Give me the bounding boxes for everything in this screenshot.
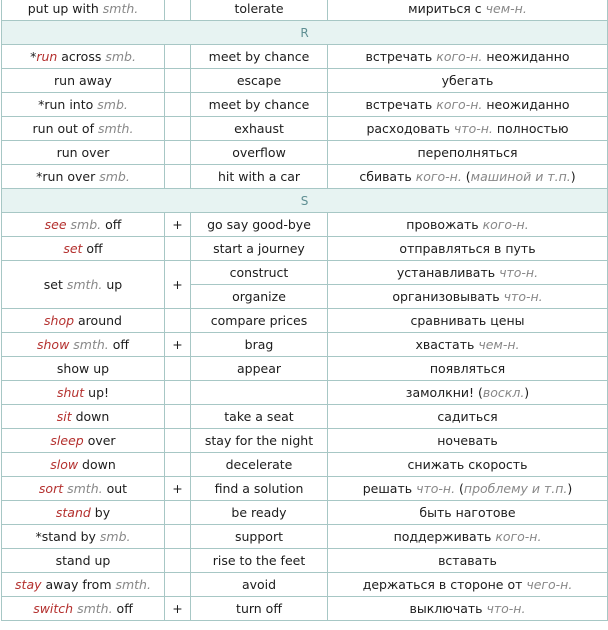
text-fragment: отправляться в путь bbox=[399, 241, 536, 256]
translation-cell bbox=[328, 357, 608, 381]
text-fragment: off bbox=[101, 217, 122, 232]
synonym-cell: meet by chance bbox=[191, 45, 328, 69]
text-fragment: set bbox=[43, 277, 67, 292]
separable-mark-cell: + bbox=[165, 213, 191, 237]
translation-cell bbox=[328, 597, 608, 621]
phrasal-verb-cell bbox=[2, 573, 165, 597]
text-fragment: садиться bbox=[437, 409, 498, 424]
synonym-cell: meet by chance bbox=[191, 93, 328, 117]
text-fragment: ночевать bbox=[437, 433, 498, 448]
object-placeholder: smth. bbox=[97, 121, 134, 136]
translation-cell bbox=[328, 285, 608, 309]
text-fragment: down bbox=[71, 409, 110, 424]
separable-mark-cell bbox=[165, 0, 191, 21]
separable-mark-cell bbox=[165, 117, 191, 141]
text-fragment: встречать bbox=[365, 49, 437, 64]
synonym-cell bbox=[191, 381, 328, 405]
phrasal-verb-cell bbox=[2, 597, 165, 621]
verb-highlight: shop bbox=[44, 313, 75, 328]
synonym-cell: stay for the night bbox=[191, 429, 328, 453]
text-fragment: появляться bbox=[429, 361, 506, 376]
text-fragment: расходовать bbox=[366, 121, 454, 136]
verb-highlight: slow bbox=[50, 457, 79, 472]
phrasal-verb-cell bbox=[2, 117, 165, 141]
synonym-cell: tolerate bbox=[191, 0, 328, 21]
object-placeholder: воскл. bbox=[482, 385, 525, 400]
phrasal-verb-cell bbox=[2, 141, 165, 165]
object-placeholder: машиной и т.п. bbox=[470, 169, 571, 184]
separable-mark-cell bbox=[165, 573, 191, 597]
translation-cell bbox=[328, 453, 608, 477]
separable-mark-cell bbox=[165, 429, 191, 453]
separable-mark-cell bbox=[165, 237, 191, 261]
object-placeholder: проблему и т.п. bbox=[463, 481, 568, 496]
table-row bbox=[2, 141, 608, 165]
synonym-cell: appear bbox=[191, 357, 328, 381]
translation-cell bbox=[328, 525, 608, 549]
object-placeholder: чем-н. bbox=[478, 337, 520, 352]
translation-cell bbox=[328, 573, 608, 597]
object-placeholder: smth. bbox=[73, 337, 109, 352]
text-fragment: over bbox=[83, 433, 116, 448]
text-fragment: устанавливать bbox=[396, 265, 500, 280]
text-fragment: встречать bbox=[365, 97, 437, 112]
table-row bbox=[2, 597, 608, 621]
text-fragment: off bbox=[112, 601, 133, 616]
separable-mark-cell bbox=[165, 405, 191, 429]
phrasal-verb-cell bbox=[2, 237, 165, 261]
phrasal-verb-cell bbox=[2, 333, 165, 357]
section-header-row bbox=[2, 189, 608, 213]
text-fragment: сбивать bbox=[359, 169, 416, 184]
section-letter: R bbox=[2, 21, 608, 45]
object-placeholder: чем-н. bbox=[485, 1, 527, 16]
synonym-cell: take a seat bbox=[191, 405, 328, 429]
synonym-cell: rise to the feet bbox=[191, 549, 328, 573]
synonym-cell: brag bbox=[191, 333, 328, 357]
synonym-cell: avoid bbox=[191, 573, 328, 597]
separable-mark-cell bbox=[165, 45, 191, 69]
text-fragment: неожиданно bbox=[482, 49, 570, 64]
text-fragment: run over bbox=[56, 145, 110, 160]
text-fragment: show up bbox=[56, 361, 110, 376]
table-row bbox=[2, 117, 608, 141]
text-fragment: up bbox=[102, 277, 123, 292]
phrasal-verb-cell bbox=[2, 453, 165, 477]
table-row bbox=[2, 429, 608, 453]
synonym-cell: go say good-bye bbox=[191, 213, 328, 237]
synonym-cell: organize bbox=[191, 285, 328, 309]
text-fragment: stand up bbox=[55, 553, 111, 568]
object-placeholder: smth. bbox=[115, 577, 151, 592]
synonym-cell: find a solution bbox=[191, 477, 328, 501]
object-placeholder: что-н. bbox=[499, 265, 539, 280]
verb-highlight: sit bbox=[56, 409, 72, 424]
text-fragment: away from bbox=[41, 577, 116, 592]
verb-highlight: see bbox=[44, 217, 67, 232]
phrasal-verb-cell bbox=[2, 0, 165, 21]
table-row bbox=[2, 573, 608, 597]
phrasal-verb-cell bbox=[2, 213, 165, 237]
text-fragment: *run into bbox=[38, 97, 98, 112]
text-fragment: by bbox=[90, 505, 111, 520]
table-row bbox=[2, 477, 608, 501]
synonym-cell: escape bbox=[191, 69, 328, 93]
object-placeholder: что-н. bbox=[503, 289, 543, 304]
text-fragment: run away bbox=[54, 73, 112, 88]
synonym-cell: construct bbox=[191, 261, 328, 285]
text-fragment: переполняться bbox=[417, 145, 518, 160]
object-placeholder: чего-н. bbox=[526, 577, 573, 592]
table-row bbox=[2, 333, 608, 357]
verb-highlight: sort bbox=[38, 481, 64, 496]
text-fragment: ) bbox=[524, 385, 530, 400]
phrasal-verb-cell bbox=[2, 357, 165, 381]
object-placeholder: smb. bbox=[99, 169, 130, 184]
phrasal-verb-cell bbox=[2, 261, 165, 309]
separable-mark-cell bbox=[165, 93, 191, 117]
separable-mark-cell bbox=[165, 165, 191, 189]
object-placeholder: кого-н. bbox=[436, 49, 483, 64]
separable-mark-cell bbox=[165, 69, 191, 93]
verb-highlight: set bbox=[63, 241, 83, 256]
text-fragment: across bbox=[57, 49, 106, 64]
table-row bbox=[2, 261, 608, 285]
table-row bbox=[2, 309, 608, 333]
verb-highlight: show bbox=[36, 337, 70, 352]
separable-mark-cell bbox=[165, 357, 191, 381]
translation-cell bbox=[328, 333, 608, 357]
table-row bbox=[2, 237, 608, 261]
text-fragment: *stand by bbox=[35, 529, 100, 544]
synonym-cell: turn off bbox=[191, 597, 328, 621]
object-placeholder: smb. bbox=[97, 97, 128, 112]
table-row bbox=[2, 501, 608, 525]
verb-highlight: sleep bbox=[50, 433, 84, 448]
text-fragment: хвастать bbox=[415, 337, 479, 352]
text-fragment: решать bbox=[362, 481, 417, 496]
table-body bbox=[2, 0, 608, 621]
table-row bbox=[2, 453, 608, 477]
synonym-cell: be ready bbox=[191, 501, 328, 525]
table-row bbox=[2, 45, 608, 69]
phrasal-verb-cell bbox=[2, 381, 165, 405]
object-placeholder: smth. bbox=[102, 1, 139, 16]
text-fragment: неожиданно bbox=[482, 97, 570, 112]
object-placeholder: smb. bbox=[99, 529, 131, 544]
table-row bbox=[2, 0, 608, 21]
phrasal-verb-cell bbox=[2, 501, 165, 525]
object-placeholder: кого-н. bbox=[415, 169, 462, 184]
table-row bbox=[2, 93, 608, 117]
object-placeholder: smth. bbox=[66, 277, 103, 292]
text-fragment: around bbox=[74, 313, 122, 328]
text-fragment: выключать bbox=[409, 601, 487, 616]
text-fragment: *run over bbox=[36, 169, 100, 184]
translation-cell bbox=[328, 117, 608, 141]
phrasal-verbs-table bbox=[1, 0, 608, 621]
phrasal-verb-cell bbox=[2, 477, 165, 501]
text-fragment: ( bbox=[455, 481, 464, 496]
separable-mark-cell: + bbox=[165, 477, 191, 501]
separable-mark-cell bbox=[165, 549, 191, 573]
text-fragment: убегать bbox=[441, 73, 494, 88]
separable-mark-cell bbox=[165, 453, 191, 477]
synonym-cell: decelerate bbox=[191, 453, 328, 477]
object-placeholder: что-н. bbox=[453, 121, 493, 136]
phrasal-verb-cell bbox=[2, 405, 165, 429]
verb-highlight: run bbox=[36, 49, 58, 64]
phrasal-verb-cell bbox=[2, 549, 165, 573]
separable-mark-cell bbox=[165, 501, 191, 525]
synonym-cell: hit with a car bbox=[191, 165, 328, 189]
object-placeholder: smth. bbox=[77, 601, 113, 616]
table-row bbox=[2, 525, 608, 549]
text-fragment: вставать bbox=[438, 553, 497, 568]
text-fragment: снижать скорость bbox=[407, 457, 528, 472]
object-placeholder: кого-н. bbox=[436, 97, 483, 112]
phrasal-verb-cell bbox=[2, 165, 165, 189]
verb-highlight: stay bbox=[15, 577, 42, 592]
text-fragment: * bbox=[30, 49, 37, 64]
phrasal-verb-cell bbox=[2, 429, 165, 453]
translation-cell bbox=[328, 501, 608, 525]
phrasal-verb-cell bbox=[2, 309, 165, 333]
text-fragment: down bbox=[78, 457, 116, 472]
separable-mark-cell: + bbox=[165, 261, 191, 309]
object-placeholder: что-н. bbox=[486, 601, 526, 616]
text-fragment: off bbox=[82, 241, 103, 256]
translation-cell bbox=[328, 141, 608, 165]
table-row bbox=[2, 165, 608, 189]
text-fragment: out bbox=[102, 481, 128, 496]
verb-highlight: switch bbox=[33, 601, 74, 616]
object-placeholder: smb. bbox=[105, 49, 136, 64]
translation-cell bbox=[328, 429, 608, 453]
text-fragment: полностью bbox=[492, 121, 569, 136]
object-placeholder: кого-н. bbox=[495, 529, 542, 544]
synonym-cell: overflow bbox=[191, 141, 328, 165]
verb-highlight: shut bbox=[56, 385, 85, 400]
text-fragment: run out of bbox=[32, 121, 98, 136]
text-fragment: put up with bbox=[27, 1, 103, 16]
text-fragment: ( bbox=[461, 169, 471, 184]
verb-highlight: stand bbox=[55, 505, 91, 520]
translation-cell bbox=[328, 261, 608, 285]
text-fragment: мириться с bbox=[408, 1, 486, 16]
object-placeholder: smb. bbox=[70, 217, 102, 232]
translation-cell bbox=[328, 549, 608, 573]
section-letter: S bbox=[2, 189, 608, 213]
phrasal-verb-cell bbox=[2, 45, 165, 69]
translation-cell bbox=[328, 477, 608, 501]
table-row bbox=[2, 381, 608, 405]
text-fragment: ) bbox=[567, 481, 573, 496]
text-fragment: организовывать bbox=[392, 289, 504, 304]
table-row bbox=[2, 69, 608, 93]
text-fragment: держаться в стороне от bbox=[362, 577, 527, 592]
translation-cell bbox=[328, 381, 608, 405]
table-row bbox=[2, 357, 608, 381]
separable-mark-cell: + bbox=[165, 597, 191, 621]
phrasal-verb-cell bbox=[2, 525, 165, 549]
translation-cell bbox=[328, 165, 608, 189]
text-fragment: up! bbox=[84, 385, 110, 400]
separable-mark-cell: + bbox=[165, 333, 191, 357]
synonym-cell: exhaust bbox=[191, 117, 328, 141]
object-placeholder: что-н. bbox=[416, 481, 456, 496]
translation-cell bbox=[328, 309, 608, 333]
table-row bbox=[2, 405, 608, 429]
translation-cell bbox=[328, 0, 608, 21]
synonym-cell: compare prices bbox=[191, 309, 328, 333]
phrasal-verb-cell bbox=[2, 93, 165, 117]
text-fragment: провожать bbox=[406, 217, 483, 232]
translation-cell bbox=[328, 93, 608, 117]
separable-mark-cell bbox=[165, 309, 191, 333]
text-fragment: сравнивать цены bbox=[410, 313, 525, 328]
translation-cell bbox=[328, 213, 608, 237]
translation-cell bbox=[328, 45, 608, 69]
text-fragment: поддерживать bbox=[393, 529, 496, 544]
separable-mark-cell bbox=[165, 381, 191, 405]
separable-mark-cell bbox=[165, 141, 191, 165]
object-placeholder: кого-н. bbox=[482, 217, 529, 232]
text-fragment: ) bbox=[570, 169, 576, 184]
section-header-row bbox=[2, 21, 608, 45]
phrasal-verb-cell bbox=[2, 69, 165, 93]
synonym-cell: start a journey bbox=[191, 237, 328, 261]
object-placeholder: smth. bbox=[67, 481, 103, 496]
translation-cell bbox=[328, 69, 608, 93]
translation-cell bbox=[328, 237, 608, 261]
separable-mark-cell bbox=[165, 525, 191, 549]
table-row bbox=[2, 549, 608, 573]
table-row bbox=[2, 213, 608, 237]
synonym-cell: support bbox=[191, 525, 328, 549]
translation-cell bbox=[328, 405, 608, 429]
text-fragment: замолкни! ( bbox=[405, 385, 483, 400]
text-fragment: быть наготове bbox=[419, 505, 516, 520]
text-fragment: off bbox=[108, 337, 130, 352]
